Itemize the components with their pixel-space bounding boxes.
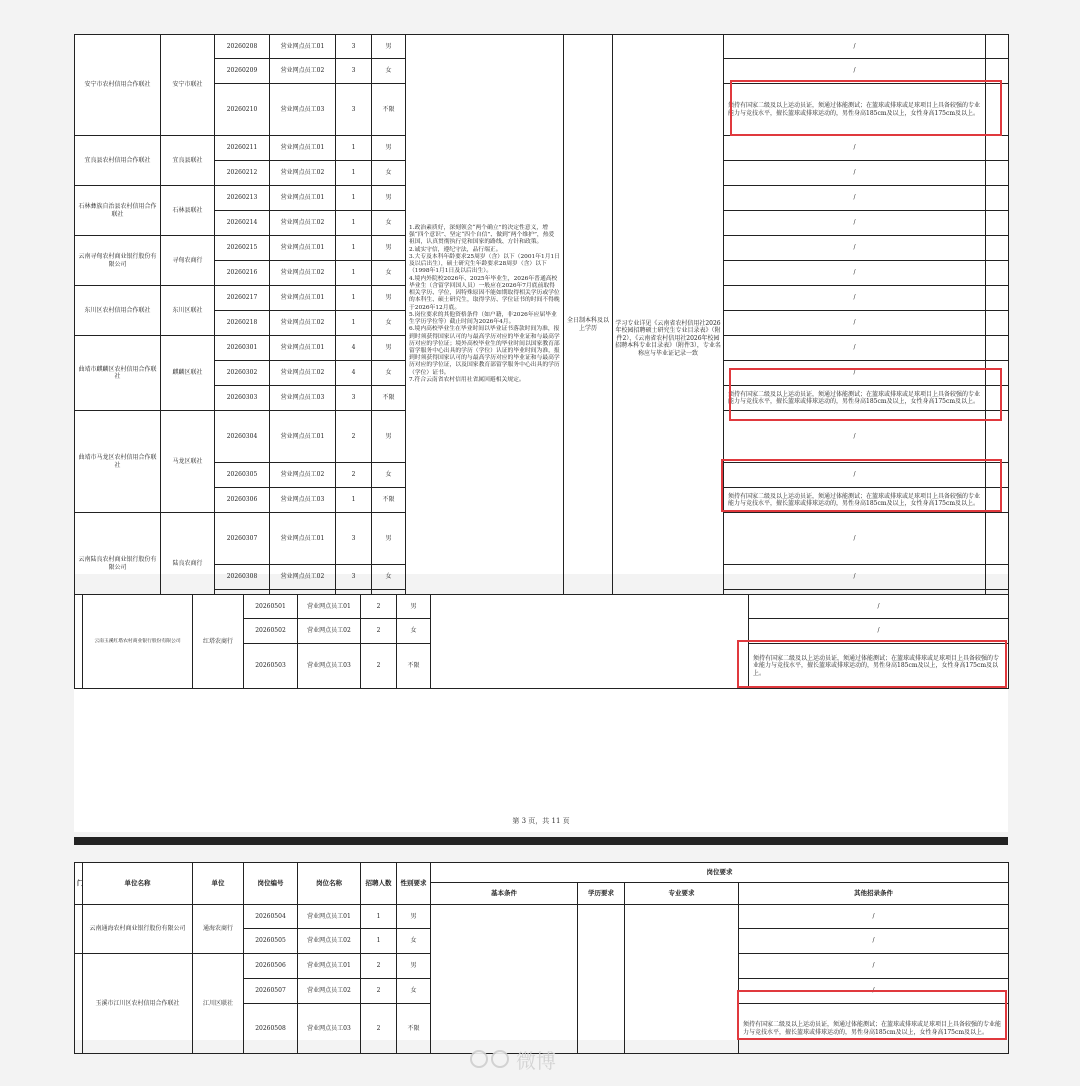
unit-name-cell: 曲靖市马龙区农村信用合作联社	[75, 411, 161, 513]
education-cell	[578, 905, 625, 1054]
post-code-cell: 20260215	[215, 236, 270, 261]
gender-cell: 女	[372, 161, 406, 186]
unit-name-cell: 云南陆良农村商业银行股份有限公司	[75, 513, 161, 615]
post-name-cell: 营业网点员工01	[270, 513, 336, 565]
edge-cell	[986, 35, 1009, 59]
post-code-cell: 20260218	[215, 311, 270, 336]
post-name-cell: 营业网点员工03	[270, 386, 336, 411]
unit-short-cell: 陆良农商行	[161, 513, 215, 615]
post-name-cell: 营业网点员工03	[298, 644, 361, 689]
other-conditions-cell: /	[724, 161, 986, 186]
table-sheet-3	[74, 862, 1008, 1040]
edge-cell	[986, 286, 1009, 311]
edge-cell	[986, 513, 1009, 565]
edge-cell	[986, 261, 1009, 286]
headcount-cell: 2	[361, 954, 397, 979]
edge-cell	[986, 161, 1009, 186]
other-conditions-cell: /	[724, 211, 986, 236]
post-code-cell: 20260210	[215, 84, 270, 136]
other-conditions-cell: /	[739, 979, 1009, 1004]
headcount-cell: 2	[361, 619, 397, 644]
unit-name-cell: 云南通海农村商业银行股份有限公司	[83, 905, 193, 954]
unit-short-cell: 通海农商行	[193, 905, 244, 954]
gender-cell: 不限	[397, 644, 431, 689]
gender-cell: 男	[372, 411, 406, 463]
other-conditions-cell: /	[724, 236, 986, 261]
post-name-cell: 营业网点员工02	[270, 161, 336, 186]
post-code-cell: 20260306	[215, 488, 270, 513]
col-header-other: 其他招录条件	[739, 883, 1009, 905]
post-name-cell: 营业网点员工03	[270, 488, 336, 513]
post-code-cell: 20260301	[215, 336, 270, 361]
col-header-headcount: 招聘人数	[361, 863, 397, 905]
gender-cell: 男	[372, 513, 406, 565]
gender-cell: 男	[397, 954, 431, 979]
edge-cell	[986, 84, 1009, 136]
gender-cell: 男	[397, 905, 431, 929]
unit-short-cell: 石林县联社	[161, 186, 215, 236]
other-conditions-cell: /	[724, 186, 986, 211]
post-code-cell: 20260209	[215, 59, 270, 84]
post-name-cell: 营业网点员工02	[298, 979, 361, 1004]
post-name-cell: 营业网点员工02	[270, 211, 336, 236]
post-code-cell: 20260212	[215, 161, 270, 186]
major-cell: 学习专业详见《云南省农村信用社2026年校园招聘硕士研究生专业目录表》（附件2）、《云南省农村信用社2026年校园招聘本科专业目录表》（附件3），专业名称应与毕业证记录一致	[613, 35, 724, 615]
col-header-unit-name: 单位名称	[83, 863, 193, 905]
headcount-cell: 1	[336, 311, 372, 336]
post-code-cell: 20260302	[215, 361, 270, 386]
headcount-cell: 1	[336, 286, 372, 311]
table-sheet-2	[74, 594, 1008, 832]
edge-cell	[986, 59, 1009, 84]
gender-cell: 男	[372, 336, 406, 361]
post-code-cell: 20260501	[244, 595, 298, 619]
other-conditions-cell: /	[739, 905, 1009, 929]
recruitment-table-3	[74, 862, 1009, 1054]
gender-cell: 女	[372, 361, 406, 386]
headcount-cell: 3	[336, 565, 372, 590]
gender-cell: 女	[372, 261, 406, 286]
table-row	[75, 905, 1009, 929]
post-code-cell: 20260216	[215, 261, 270, 286]
gender-cell: 女	[397, 929, 431, 954]
headcount-cell: 4	[336, 336, 372, 361]
gender-cell: 女	[372, 311, 406, 336]
unit-name-cell: 云南寻甸农村商业银行股份有限公司	[75, 236, 161, 286]
edge-cell	[986, 565, 1009, 590]
other-conditions-cell: 须持有国家二级及以上运动员证，须通过体能测试；在篮球或排球或足球项目上具备较强的专业能力与竞技水平，擅长篮球或排球运动的，男性身高185cm及以上，女性身高175cm及以上。	[739, 1004, 1009, 1054]
edge-cell	[986, 336, 1009, 361]
unit-short-cell: 安宁市联社	[161, 35, 215, 136]
gender-cell: 女	[372, 463, 406, 488]
gender-cell: 女	[397, 979, 431, 1004]
index-cell	[75, 595, 83, 689]
headcount-cell: 1	[336, 186, 372, 211]
unit-name-cell: 曲靖市麒麟区农村信用合作联社	[75, 336, 161, 411]
headcount-cell: 1	[336, 236, 372, 261]
post-code-cell: 20260502	[244, 619, 298, 644]
headcount-cell: 1	[336, 211, 372, 236]
unit-short-cell: 宜良县联社	[161, 136, 215, 186]
other-conditions-cell: /	[724, 286, 986, 311]
other-conditions-cell: 须持有国家二级及以上运动员证，须通过体能测试；在篮球或排球或足球项目上具备较强的专业能力与竞技水平，擅长篮球或排球运动的，男性身高185cm及以上，女性身高175cm及以上。	[724, 488, 986, 513]
post-name-cell: 营业网点员工02	[298, 619, 361, 644]
post-name-cell: 营业网点员工02	[270, 361, 336, 386]
gender-cell: 女	[372, 211, 406, 236]
requirements-merged-cell	[431, 595, 749, 689]
col-header-post-name: 岗位名称	[298, 863, 361, 905]
watermark	[470, 1046, 620, 1072]
other-conditions-cell: 须持有国家二级及以上运动员证，须通过体能测试；在篮球或排球或足球项目上具备较强的专业能力与竞技水平，擅长篮球或排球运动的，男性身高185cm及以上，女性身高175cm及以上。	[749, 644, 1009, 689]
other-conditions-cell: 须持有国家二级及以上运动员证，须通过体能测试；在篮球或排球或足球项目上具备较强的专业能力与竞技水平，擅长篮球或排球运动的，男性身高185cm及以上，女性身高175cm及以上。	[724, 386, 986, 411]
table-sheet-1	[74, 34, 1008, 581]
post-code-cell: 20260308	[215, 565, 270, 590]
unit-name-cell: 玉溪市江川区农村信用合作联社	[83, 954, 193, 1054]
other-conditions-cell: 须持有国家二级及以上运动员证，须通过体能测试；在篮球或排球或足球项目上具备较强的专业能力与竞技水平，擅长篮球或排球运动的，男性身高185cm及以上，女性身高175cm及以上。	[724, 84, 986, 136]
headcount-cell: 1	[336, 261, 372, 286]
post-name-cell: 营业网点员工01	[270, 336, 336, 361]
other-conditions-cell: /	[749, 619, 1009, 644]
gender-cell: 男	[372, 35, 406, 59]
headcount-cell: 4	[336, 361, 372, 386]
col-header-basic: 基本条件	[431, 883, 578, 905]
post-code-cell: 20260307	[215, 513, 270, 565]
post-name-cell: 营业网点员工02	[270, 565, 336, 590]
index-cell	[75, 954, 83, 1054]
headcount-cell: 3	[336, 513, 372, 565]
page-footer: 第 3 页，共 11 页	[512, 817, 570, 825]
education-cell: 全日制本科及以上学历	[564, 35, 613, 615]
post-code-cell: 20260213	[215, 186, 270, 211]
page-separator	[74, 837, 1008, 845]
gender-cell: 男	[372, 186, 406, 211]
headcount-cell: 1	[336, 136, 372, 161]
gender-cell: 男	[372, 136, 406, 161]
col-header-major: 专业要求	[625, 883, 739, 905]
post-code-cell: 20260217	[215, 286, 270, 311]
gender-cell: 不限	[372, 488, 406, 513]
other-conditions-cell: /	[724, 361, 986, 386]
unit-short-cell: 东川区联社	[161, 286, 215, 336]
other-conditions-cell: /	[749, 595, 1009, 619]
edge-cell	[986, 488, 1009, 513]
post-name-cell: 营业网点员工03	[298, 1004, 361, 1054]
headcount-cell: 1	[361, 929, 397, 954]
unit-name-cell: 宜良县农村信用合作联社	[75, 136, 161, 186]
col-header-index: 门	[75, 863, 83, 905]
table-row	[75, 595, 1009, 619]
headcount-cell: 1	[336, 488, 372, 513]
post-code-cell: 20260503	[244, 644, 298, 689]
other-conditions-cell: /	[724, 59, 986, 84]
gender-cell: 不限	[372, 84, 406, 136]
recruitment-table-1	[74, 34, 1009, 615]
headcount-cell: 3	[336, 386, 372, 411]
gender-cell: 女	[372, 565, 406, 590]
post-code-cell: 20260211	[215, 136, 270, 161]
other-conditions-cell: /	[724, 311, 986, 336]
unit-name-cell: 石林彝族自治县农村信用合作联社	[75, 186, 161, 236]
unit-short-cell: 马龙区联社	[161, 411, 215, 513]
gender-cell: 男	[372, 236, 406, 261]
post-code-cell: 20260506	[244, 954, 298, 979]
headcount-cell: 2	[361, 644, 397, 689]
post-name-cell: 营业网点员工02	[270, 311, 336, 336]
unit-short-cell: 麒麟区联社	[161, 336, 215, 411]
watermark-logo-icon	[491, 1050, 509, 1068]
edge-cell	[986, 236, 1009, 261]
gender-cell: 女	[372, 59, 406, 84]
headcount-cell: 1	[361, 905, 397, 929]
headcount-cell: 2	[336, 463, 372, 488]
other-conditions-cell: /	[739, 954, 1009, 979]
post-code-cell: 20260303	[215, 386, 270, 411]
headcount-cell: 1	[336, 161, 372, 186]
post-name-cell: 营业网点员工01	[270, 186, 336, 211]
post-name-cell: 营业网点员工01	[270, 136, 336, 161]
post-name-cell: 营业网点员工01	[298, 954, 361, 979]
post-name-cell: 营业网点员工01	[298, 595, 361, 619]
post-name-cell: 营业网点员工01	[298, 905, 361, 929]
unit-short-cell: 寻甸农商行	[161, 236, 215, 286]
edge-cell	[986, 211, 1009, 236]
other-conditions-cell: /	[724, 463, 986, 488]
post-name-cell: 营业网点员工01	[270, 236, 336, 261]
gender-cell: 男	[397, 595, 431, 619]
major-cell	[625, 905, 739, 1054]
unit-name-cell: 云南玉溪红塔农村商业银行股份有限公司	[83, 595, 193, 689]
other-conditions-cell: /	[724, 513, 986, 565]
recruitment-table-2	[74, 594, 1009, 689]
unit-short-cell: 红塔农商行	[193, 595, 244, 689]
index-cell	[75, 905, 83, 954]
gender-cell: 女	[397, 619, 431, 644]
col-header-unit: 单位	[193, 863, 244, 905]
unit-name-cell: 安宁市农村信用合作联社	[75, 35, 161, 136]
watermark-logo-icon	[470, 1050, 488, 1068]
edge-cell	[986, 386, 1009, 411]
other-conditions-cell: /	[724, 35, 986, 59]
gender-cell: 不限	[397, 1004, 431, 1054]
headcount-cell: 3	[336, 59, 372, 84]
post-name-cell: 营业网点员工01	[270, 35, 336, 59]
post-code-cell: 20260507	[244, 979, 298, 1004]
headcount-cell: 3	[336, 35, 372, 59]
unit-name-cell: 东川区农村信用合作联社	[75, 286, 161, 336]
headcount-cell: 2	[361, 595, 397, 619]
other-conditions-cell: /	[739, 929, 1009, 954]
col-header-gender: 性别要求	[397, 863, 431, 905]
edge-cell	[986, 361, 1009, 386]
post-code-cell: 20260305	[215, 463, 270, 488]
post-code-cell: 20260505	[244, 929, 298, 954]
post-name-cell: 营业网点员工02	[270, 59, 336, 84]
edge-cell	[986, 411, 1009, 463]
post-code-cell: 20260304	[215, 411, 270, 463]
other-conditions-cell: /	[724, 336, 986, 361]
headcount-cell: 2	[336, 411, 372, 463]
gender-cell: 男	[372, 286, 406, 311]
other-conditions-cell: /	[724, 565, 986, 590]
basic-conditions-cell: 1.政治素质好，深刻领会“两个确立”的决定性意义，增强“四个意识”、坚定“四个自信”、做到“两个维护”，热爱祖国，认真贯彻执行党和国家的路线、方针和政策。 2.诚实守信，遵纪守法，品行端正。 3.大专及本科年龄要求25周岁（含）以下（2001年1月1日及以后出生），硕士研究生年龄要求28周岁（含）以下（1998年1月1日及以后出生）。 4.境内外院校2026年、2025年毕业生，2026年普通高校毕业生（含留学回国人员）一般应在2026年7月底前取得相关学历、学位，因特殊原因不能如期取得相关学历或学位的本科生、硕士研究生，取得学历、学位证书的时间不得晚于2026年12月底。 5.岗位要求的其他资格条件（如户籍，非2026年应届毕业生学历学位等）截止时间为2026年4月。 6.境内高校毕业生在毕业时间以毕业证书落款时间为准，报到时须获得国家认可的与最高学历对应的毕业证和与最高学历对应的学位证；境外高校毕业生的毕业时间以国家教育部留学服务中心出具的学历（学位）认证的毕业时间为准，报到时须获得国家认可的与最高学历对应的毕业证和与最高学历对应的学位证，以及国家教育部留学服务中心出具的学历（学位）证书。 7.符合云南省农村信用社省属回避相关规定。	[406, 35, 564, 615]
edge-cell	[986, 463, 1009, 488]
post-code-cell: 20260208	[215, 35, 270, 59]
gender-cell: 不限	[372, 386, 406, 411]
post-code-cell: 20260508	[244, 1004, 298, 1054]
headcount-cell: 3	[336, 84, 372, 136]
post-code-cell: 20260504	[244, 905, 298, 929]
col-header-requirements: 岗位要求	[431, 863, 1009, 883]
col-header-post-code: 岗位编号	[244, 863, 298, 905]
headcount-cell: 2	[361, 1004, 397, 1054]
edge-cell	[986, 311, 1009, 336]
post-name-cell: 营业网点员工01	[270, 411, 336, 463]
post-name-cell: 营业网点员工02	[270, 261, 336, 286]
basic-conditions-cell	[431, 905, 578, 1054]
other-conditions-cell: /	[724, 411, 986, 463]
post-name-cell: 营业网点员工02	[298, 929, 361, 954]
post-code-cell: 20260214	[215, 211, 270, 236]
edge-cell	[986, 186, 1009, 211]
headcount-cell: 2	[361, 979, 397, 1004]
watermark-text: 微博	[516, 1048, 556, 1073]
other-conditions-cell: /	[724, 136, 986, 161]
unit-short-cell: 江川区联社	[193, 954, 244, 1054]
other-conditions-cell: /	[724, 261, 986, 286]
col-header-education: 学历要求	[578, 883, 625, 905]
post-name-cell: 营业网点员工02	[270, 463, 336, 488]
table-row	[75, 35, 1009, 59]
post-name-cell: 营业网点员工01	[270, 286, 336, 311]
post-name-cell: 营业网点员工03	[270, 84, 336, 136]
edge-cell	[986, 136, 1009, 161]
